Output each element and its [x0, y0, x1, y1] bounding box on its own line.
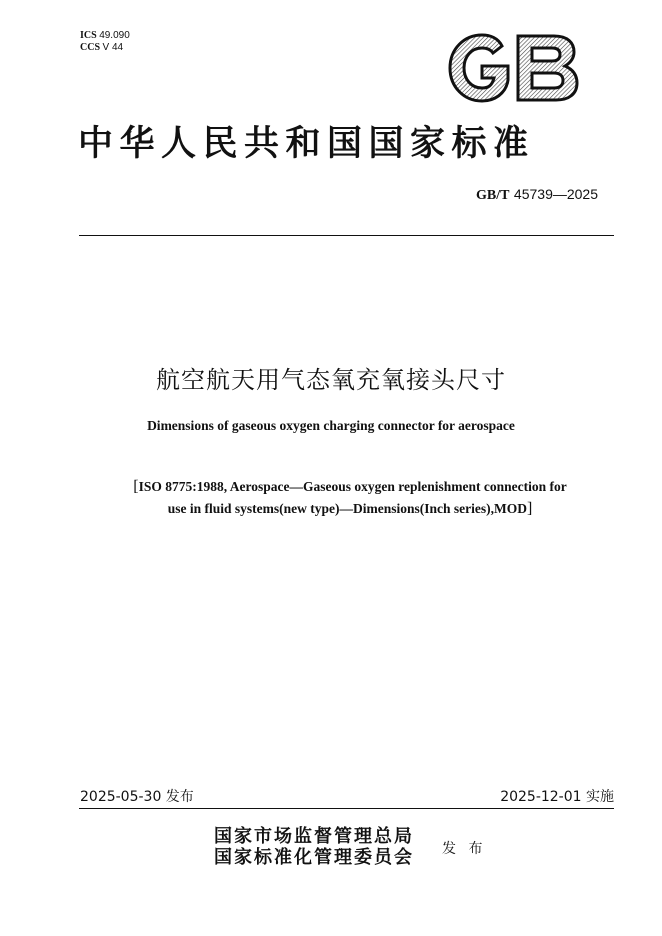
ics-label: ICS — [80, 30, 97, 41]
iso-reference-line2 — [90, 498, 610, 520]
standard-code-prefix: GB/T — [476, 188, 510, 203]
publish-label: 发 布 — [442, 841, 487, 857]
standard-code — [476, 186, 598, 204]
ics-value: 49.090 — [99, 30, 130, 41]
issuer-sac: 国家标准化管理委员会 — [214, 847, 414, 868]
issuing-authorities — [214, 826, 414, 868]
issuer-samr: 国家市场监督管理总局 — [214, 826, 414, 847]
ccs-line — [80, 42, 130, 54]
iso-reference — [90, 476, 610, 520]
national-standard-heading: 中华人民共和国国家标准 — [78, 123, 535, 164]
standard-code-number: 45739—2025 — [513, 186, 598, 202]
ccs-value: V 44 — [102, 42, 124, 53]
title-english: Dimensions of gaseous oxygen charging connector for aerospace — [147, 418, 515, 433]
top-divider — [79, 235, 614, 236]
title-chinese: 航空航天用气态氧充氧接头尺寸 — [156, 366, 506, 394]
classification-codes — [80, 30, 130, 54]
ics-line — [80, 30, 130, 42]
implementation-date: 2025-12-01 实施 — [500, 789, 614, 805]
iso-line1-text: ISO 8775:1988, Aerospace—Gaseous oxygen replenishment connection for — [138, 479, 567, 494]
close-bracket: ] — [526, 500, 533, 517]
open-bracket: [ — [133, 478, 139, 495]
bottom-divider — [79, 808, 614, 809]
ccs-label: CCS — [80, 42, 101, 53]
gb-logo-icon — [446, 32, 580, 104]
iso-reference-line1 — [90, 476, 610, 498]
issue-date: 2025-05-30 发布 — [80, 789, 194, 805]
iso-line2-text: use in fluid systems(new type)—Dimensions(Inch series),MOD — [167, 501, 527, 516]
